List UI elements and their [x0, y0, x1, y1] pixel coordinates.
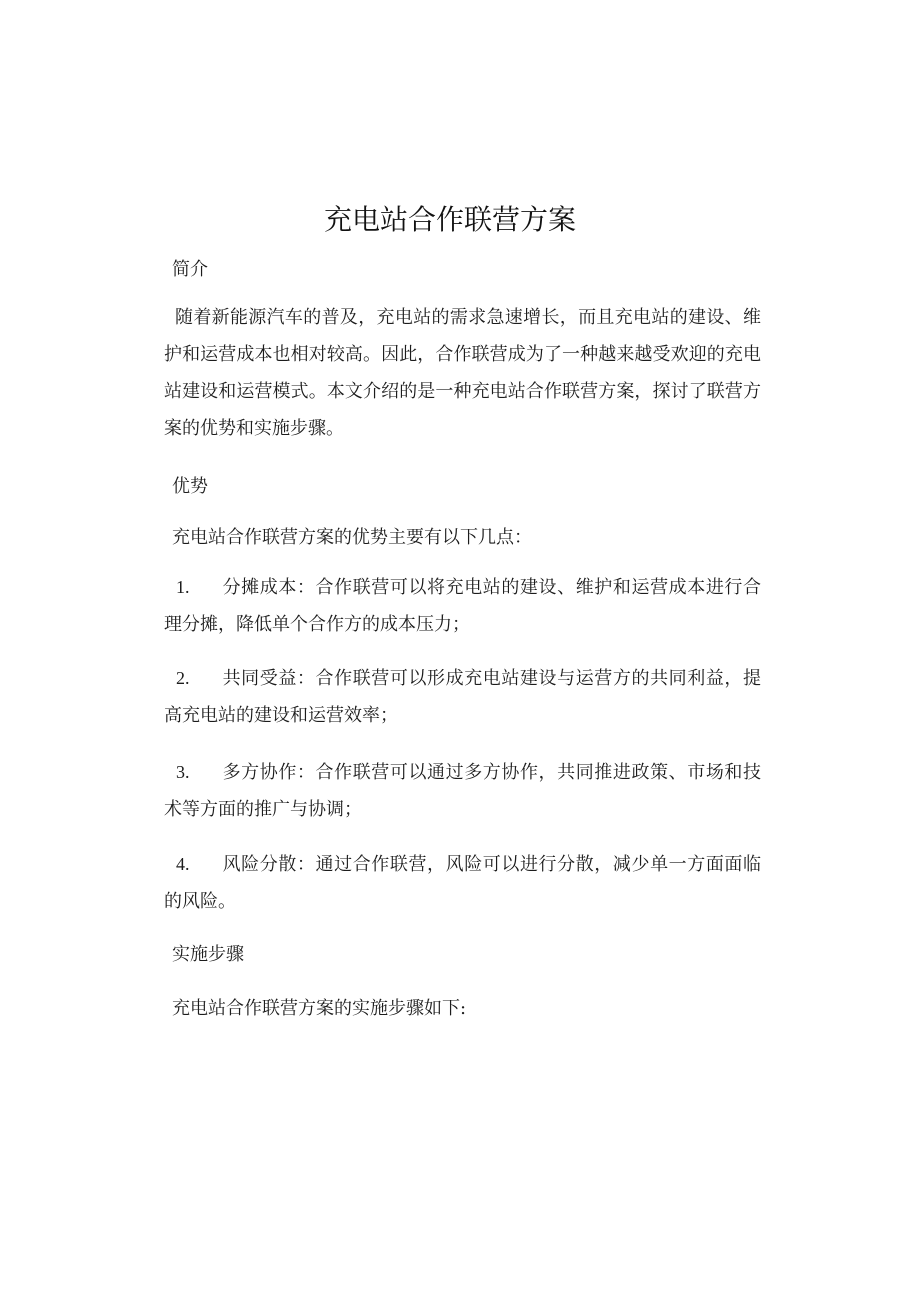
list-item: [164, 846, 761, 920]
advantages-lead: 充电站合作联营方案的优势主要有以下几点：: [172, 527, 532, 548]
list-item-number: 2.: [176, 668, 190, 688]
steps-lead: 充电站合作联营方案的实施步骤如下:: [172, 998, 467, 1019]
list-item: [164, 660, 761, 734]
list-item-number: 1.: [176, 577, 190, 597]
section-heading-intro: 简介: [172, 259, 208, 280]
intro-paragraph: 随着新能源汽车的普及，充电站的需求急速增长，而且充电站的建设、维护和运营成本也相对较高。因此，合作联营成为了一种越来越受欢迎的充电站建设和运营模式。本文介绍的是一种充电站合作联营方案，探讨了联营方案的优势和实施步骤。: [164, 307, 761, 439]
list-item-text: 共同受益：合作联营可以形成充电站建设与运营方的共同利益，提高充电站的建设和运营效率；: [164, 668, 761, 726]
list-item-text: 风险分散：通过合作联营，风险可以进行分散，减少单一方面面临的风险。: [164, 854, 761, 912]
section-heading-steps: 实施步骤: [172, 944, 244, 965]
list-item-number: 4.: [176, 854, 190, 874]
list-item: [164, 754, 761, 828]
list-item-text: 分摊成本：合作联营可以将充电站的建设、维护和运营成本进行合理分摊，降低单个合作方的成本压力；: [164, 577, 761, 635]
list-item-text: 多方协作：合作联营可以通过多方协作，共同推进政策、市场和技术等方面的推广与协调；: [164, 762, 761, 820]
list-item-number: 3.: [176, 762, 190, 782]
list-item: [164, 569, 761, 643]
section-heading-advantages: 优势: [172, 476, 208, 497]
document-title: 充电站合作联营方案: [323, 203, 576, 236]
